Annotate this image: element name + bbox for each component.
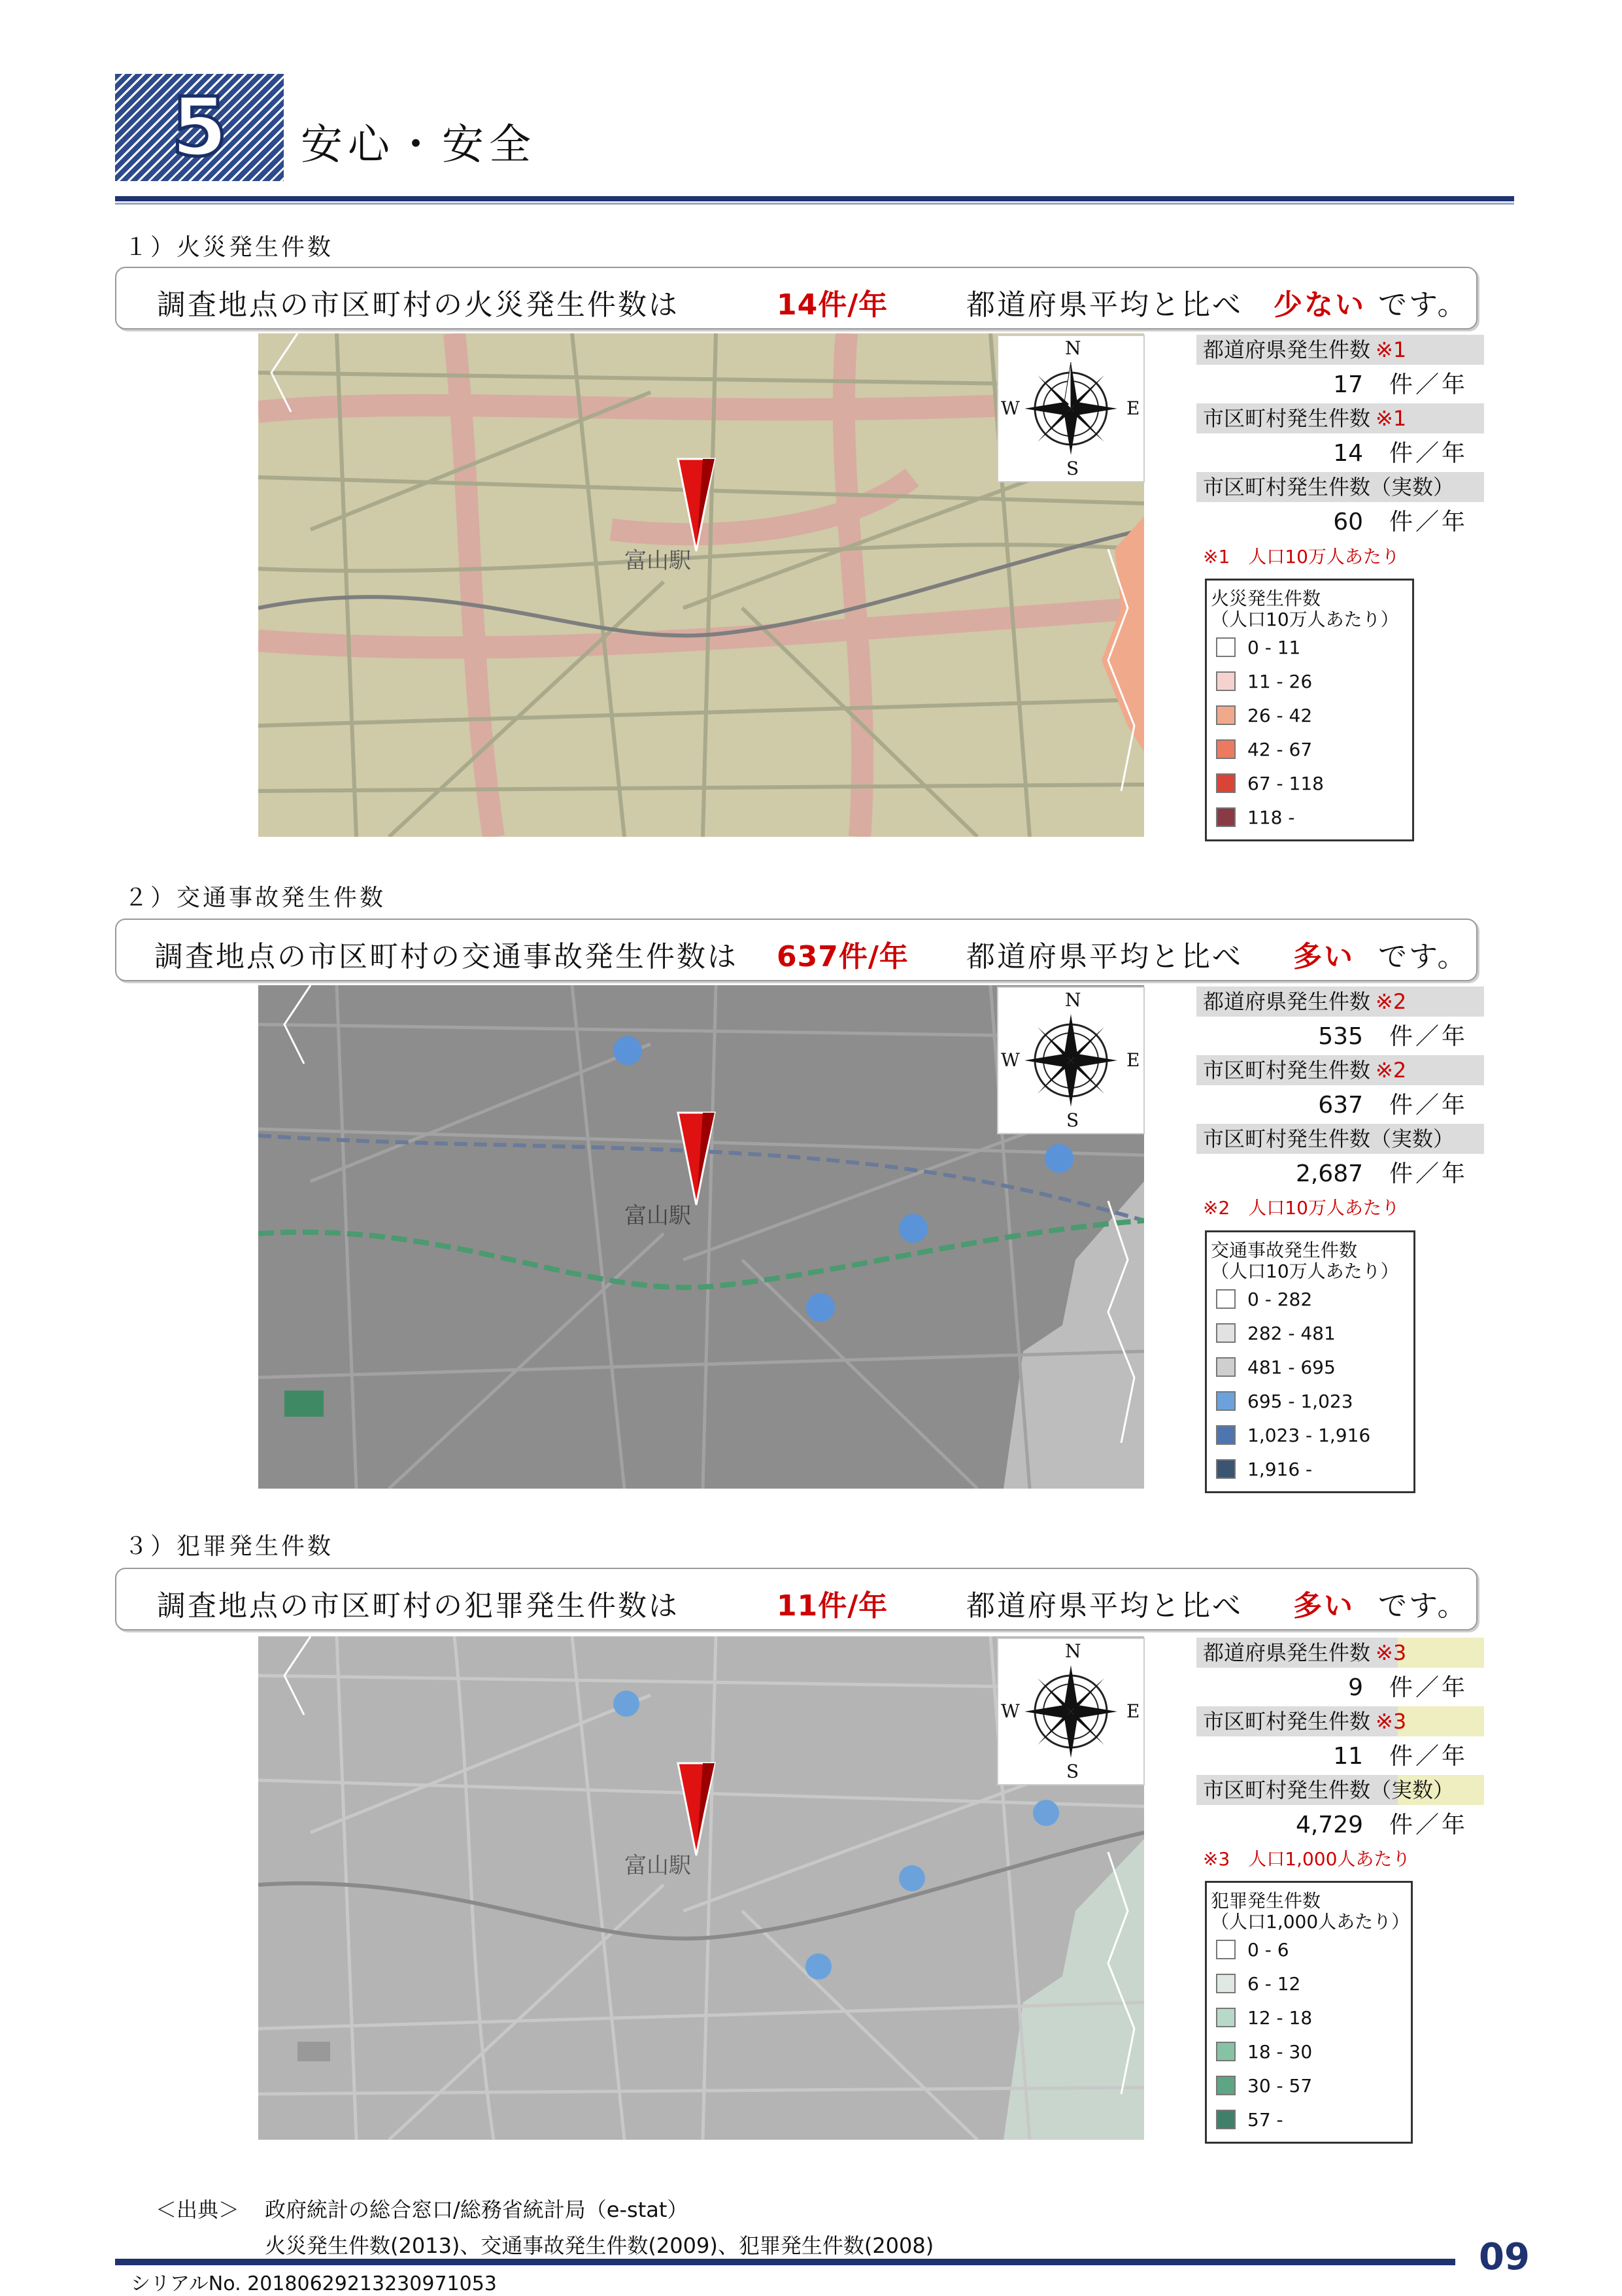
legend-swatch: [1216, 1289, 1236, 1309]
section-number: 5: [171, 80, 228, 175]
compass-s: S: [1066, 1761, 1079, 1782]
stat-label-text: 都道府県発生件数: [1203, 1640, 1371, 1665]
compass-rose-icon: [997, 335, 1145, 482]
section-title-traffic: ２）交通事故発生件数: [124, 885, 386, 911]
stat-value-row: [1196, 1806, 1484, 1840]
stat-value-row: [1196, 1738, 1484, 1771]
location-marker-icon: [677, 458, 716, 552]
location-marker-icon: [677, 1762, 716, 1857]
header-rule: [115, 196, 1514, 201]
stat-label: [1196, 987, 1484, 1017]
legend-swatch: [1216, 2042, 1236, 2061]
legend-subtitle: （人口10万人あたり）: [1211, 1260, 1399, 1282]
summary-value: 637件/年: [777, 940, 909, 973]
summary-result: 多い: [1293, 1589, 1355, 1623]
section-title-crime: ３）犯罪発生件数: [124, 1533, 334, 1560]
legend-item: [1211, 1282, 1408, 1316]
stat-unit: 件／年: [1389, 1743, 1468, 1770]
stat-note: ※1: [1376, 337, 1407, 362]
summary-value: 11件/年: [777, 1589, 888, 1623]
legend-range: 67 - 118: [1247, 772, 1324, 794]
compass-e: E: [1126, 1049, 1140, 1071]
legend-title: 交通事故発生件数: [1211, 1240, 1358, 1261]
summary-lead: 調査地点の市区町村の犯罪発生件数は: [157, 1589, 679, 1623]
location-marker-icon: [677, 1111, 716, 1206]
section-title-fire: １）火災発生件数: [124, 234, 334, 261]
legend-range: 11 - 26: [1247, 670, 1313, 692]
legend-range: 0 - 11: [1247, 636, 1301, 658]
legend-item: [1211, 1384, 1408, 1418]
source-detail: 火災発生件数(2013)、交通事故発生件数(2009)、犯罪発生件数(2008): [265, 2233, 934, 2258]
stat-value: 4,729: [1295, 1812, 1363, 1838]
legend-range: 42 - 67: [1247, 738, 1313, 760]
stat-label-text: 市区町村発生件数（実数）: [1203, 1126, 1455, 1151]
legend-fire: [1205, 579, 1414, 841]
stat-label: [1196, 403, 1484, 433]
station-label: 富山駅: [624, 548, 691, 574]
compass-s: S: [1066, 1109, 1079, 1131]
stat-unit: 件／年: [1389, 1812, 1468, 1838]
legend-title: 犯罪発生件数: [1211, 1890, 1321, 1912]
stat-unit: 件／年: [1389, 1674, 1468, 1701]
legend-swatch: [1216, 671, 1236, 691]
compass-e: E: [1126, 1700, 1140, 1722]
legend-swatch: [1216, 1357, 1236, 1377]
stat-unit: 件／年: [1389, 1160, 1468, 1187]
stat-label: [1196, 1124, 1484, 1154]
legend-subtitle: （人口1,000人あたり）: [1211, 1911, 1410, 1933]
summary-box-traffic: [115, 919, 1478, 981]
legend-item: [1211, 2068, 1406, 2102]
legend-range: 0 - 282: [1247, 1288, 1313, 1310]
legend-title: 火災発生件数: [1211, 588, 1321, 609]
stat-label-text: 都道府県発生件数: [1203, 989, 1371, 1014]
stat-note: ※3: [1376, 1640, 1407, 1665]
legend-item: [1211, 1418, 1408, 1452]
compass-rose-icon: [997, 1638, 1145, 1785]
stat-value-row: [1196, 366, 1484, 399]
page-number: 09: [1479, 2236, 1530, 2278]
legend-range: 481 - 695: [1247, 1356, 1336, 1378]
stat-label-text: 市区町村発生件数（実数）: [1203, 1778, 1455, 1802]
legend-swatch: [1216, 807, 1236, 827]
legend-traffic: [1205, 1230, 1415, 1493]
stat-unit: 件／年: [1389, 371, 1468, 398]
legend-swatch: [1216, 1974, 1236, 1993]
compass-w: W: [1001, 1700, 1020, 1722]
stat-value-row: [1196, 435, 1484, 468]
legend-swatch: [1216, 2076, 1236, 2095]
legend-swatch: [1216, 1425, 1236, 1445]
stat-value: 60: [1333, 509, 1363, 535]
stat-unit: 件／年: [1389, 440, 1468, 467]
stat-value-row: [1196, 1018, 1484, 1051]
footnote: ※1 人口10万人あたり: [1203, 546, 1400, 567]
stat-label-text: 市区町村発生件数: [1203, 406, 1371, 431]
footer-rule: [115, 2259, 1455, 2265]
legend-item: [1211, 732, 1407, 766]
station-label: 富山駅: [624, 1853, 691, 1879]
stat-value-row: [1196, 1669, 1484, 1702]
legend-swatch: [1216, 705, 1236, 725]
legend-range: 26 - 42: [1247, 704, 1313, 726]
stat-value: 535: [1318, 1023, 1363, 1050]
stat-value-row: [1196, 1155, 1484, 1189]
legend-range: 57 -: [1247, 2108, 1283, 2131]
legend-item: [1211, 2102, 1406, 2136]
stat-value-row: [1196, 1087, 1484, 1120]
header-rule-thin: [115, 203, 1514, 205]
legend-swatch: [1216, 1323, 1236, 1343]
legend-swatch: [1216, 739, 1236, 759]
legend-swatch: [1216, 1940, 1236, 1959]
summary-compare: 都道府県平均と比べ: [966, 1589, 1243, 1623]
stat-value: 637: [1318, 1092, 1363, 1119]
legend-range: 1,023 - 1,916: [1247, 1424, 1371, 1446]
stat-note: ※2: [1376, 989, 1407, 1014]
summary-compare: 都道府県平均と比べ: [966, 940, 1243, 973]
stat-label: [1196, 335, 1484, 365]
legend-range: 18 - 30: [1247, 2040, 1313, 2063]
legend-range: 12 - 18: [1247, 2006, 1313, 2029]
stat-unit: 件／年: [1389, 1092, 1468, 1119]
summary-box-fire: [115, 267, 1478, 329]
summary-tail: です。: [1378, 1589, 1468, 1623]
legend-range: 282 - 481: [1247, 1322, 1336, 1344]
stat-label: [1196, 1055, 1484, 1085]
summary-tail: です。: [1378, 940, 1468, 973]
stat-value: 14: [1333, 440, 1363, 467]
summary-value: 14件/年: [777, 288, 888, 322]
legend-range: 0 - 6: [1247, 1938, 1289, 1961]
footnote: ※3 人口1,000人あたり: [1203, 1848, 1411, 1870]
legend-subtitle: （人口10万人あたり）: [1211, 609, 1399, 630]
legend-item: [1211, 1452, 1408, 1486]
stat-label-text: 市区町村発生件数: [1203, 1709, 1371, 1734]
legend-item: [1211, 800, 1407, 834]
legend-swatch: [1216, 2110, 1236, 2129]
stat-label: [1196, 1706, 1484, 1736]
station-label: 富山駅: [624, 1203, 691, 1229]
summary-tail: です。: [1378, 288, 1468, 322]
legend-range: 30 - 57: [1247, 2074, 1313, 2097]
compass-n: N: [1065, 337, 1081, 359]
stat-label-text: 市区町村発生件数: [1203, 1058, 1371, 1083]
stat-label-text: 都道府県発生件数: [1203, 337, 1371, 362]
source-org: 政府統計の総合窓口/総務省統計局（e-stat）: [265, 2197, 688, 2222]
summary-lead: 調査地点の市区町村の交通事故発生件数は: [154, 940, 738, 973]
legend-item: [1211, 664, 1407, 698]
summary-result: 多い: [1293, 940, 1355, 973]
stat-label: [1196, 1638, 1484, 1668]
stat-label: [1196, 1775, 1484, 1805]
legend-range: 1,916 -: [1247, 1458, 1313, 1480]
compass-n: N: [1065, 1640, 1081, 1662]
stat-unit: 件／年: [1389, 509, 1468, 535]
serial-number: シリアルNo. 20180629213230971053: [131, 2272, 497, 2295]
legend-item: [1211, 2034, 1406, 2068]
stat-value: 17: [1333, 371, 1363, 398]
legend-range: 695 - 1,023: [1247, 1390, 1353, 1412]
stat-note: ※2: [1376, 1058, 1407, 1083]
source-label: ＜出典＞: [156, 2197, 240, 2222]
stat-note: ※1: [1376, 406, 1407, 431]
summary-compare: 都道府県平均と比べ: [966, 288, 1243, 322]
compass-w: W: [1001, 1049, 1020, 1071]
legend-range: 6 - 12: [1247, 1972, 1301, 1995]
summary-box-crime: [115, 1568, 1478, 1630]
stat-value: 9: [1348, 1674, 1363, 1701]
stat-value: 11: [1333, 1743, 1363, 1770]
compass-s: S: [1066, 458, 1079, 479]
legend-swatch: [1216, 2008, 1236, 2027]
legend-range: 118 -: [1247, 806, 1295, 828]
legend-crime: [1205, 1881, 1413, 2144]
footnote: ※2 人口10万人あたり: [1203, 1197, 1400, 1219]
page-title: 安心・安全: [301, 121, 536, 169]
legend-item: [1211, 766, 1407, 800]
stat-label-text: 市区町村発生件数（実数）: [1203, 475, 1455, 499]
stat-label: [1196, 472, 1484, 502]
legend-item: [1211, 630, 1407, 664]
legend-swatch: [1216, 1459, 1236, 1479]
legend-item: [1211, 1350, 1408, 1384]
compass-e: E: [1126, 397, 1140, 419]
compass-w: W: [1001, 397, 1020, 419]
legend-item: [1211, 698, 1407, 732]
stat-note: ※3: [1376, 1709, 1407, 1734]
stat-value-row: [1196, 503, 1484, 537]
stat-unit: 件／年: [1389, 1023, 1468, 1050]
legend-swatch: [1216, 1391, 1236, 1411]
summary-lead: 調査地点の市区町村の火災発生件数は: [157, 288, 679, 322]
stat-value: 2,687: [1295, 1160, 1363, 1187]
compass-rose-icon: [997, 987, 1145, 1134]
summary-result: 少ない: [1274, 288, 1366, 322]
legend-item: [1211, 1933, 1406, 1967]
legend-swatch: [1216, 637, 1236, 657]
legend-item: [1211, 2001, 1406, 2034]
compass-n: N: [1065, 989, 1081, 1011]
legend-swatch: [1216, 773, 1236, 793]
legend-item: [1211, 1316, 1408, 1350]
legend-item: [1211, 1967, 1406, 2001]
section-number-badge: [115, 74, 284, 181]
